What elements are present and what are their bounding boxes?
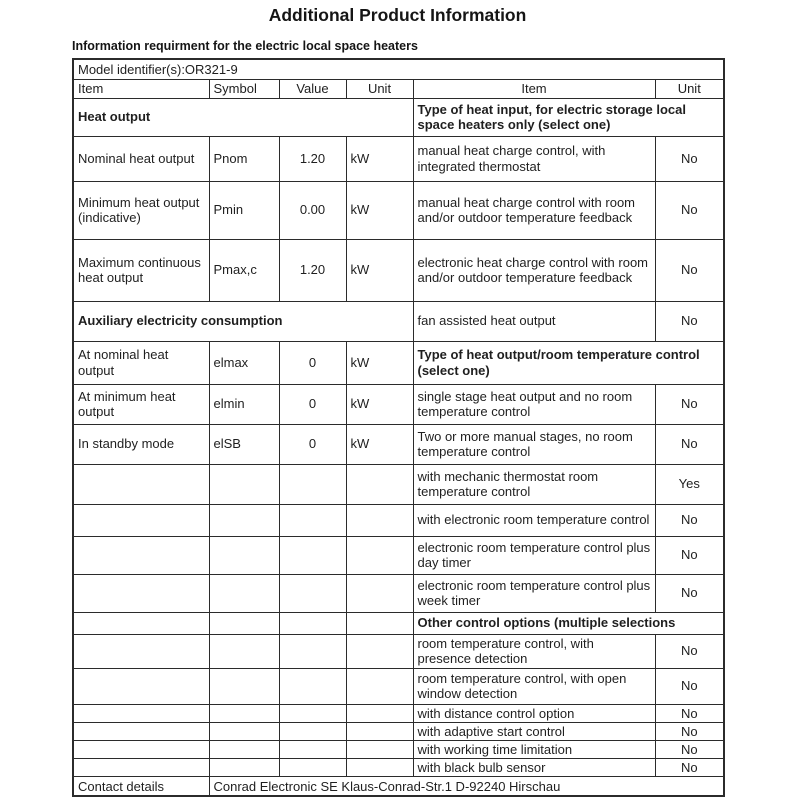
item-cell: Nominal heat output (73, 136, 209, 181)
empty-cell (346, 740, 413, 758)
control-item-cell: electronic heat charge control with room and/or outdoor temperature feedback (413, 239, 655, 301)
symbol-cell: Pnom (209, 136, 279, 181)
model-identifier-cell: Model identifier(s):OR321-9 (73, 59, 724, 79)
value-cell: 1.20 (279, 136, 346, 181)
symbol-cell: elmin (209, 384, 279, 424)
control-item-cell: with electronic room temperature control (413, 504, 655, 536)
empty-cell (73, 536, 209, 574)
answer-cell: Yes (655, 464, 724, 504)
section-row-heat-output (73, 98, 724, 136)
empty-cell (73, 574, 209, 612)
table-row (73, 722, 724, 740)
control-item-cell: with black bulb sensor (413, 758, 655, 776)
empty-cell (73, 612, 209, 634)
symbol-cell: Pmax,c (209, 239, 279, 301)
answer-cell: No (655, 384, 724, 424)
empty-cell (73, 722, 209, 740)
unit-cell: kW (346, 384, 413, 424)
item-cell: Maximum continuous heat output (73, 239, 209, 301)
control-item-cell: manual heat charge control, with integrated thermostat (413, 136, 655, 181)
page-subtitle: Information requirment for the electric local space heaters (72, 39, 418, 53)
empty-cell (279, 722, 346, 740)
value-cell: 0 (279, 341, 346, 384)
table-row (73, 181, 724, 239)
empty-cell (209, 536, 279, 574)
item-cell: At nominal heat output (73, 341, 209, 384)
table-row (73, 740, 724, 758)
answer-cell: No (655, 740, 724, 758)
empty-cell (279, 668, 346, 704)
table-row (73, 384, 724, 424)
value-cell: 0 (279, 424, 346, 464)
model-identifier-row (73, 59, 724, 79)
empty-cell (209, 504, 279, 536)
section-other-control-options: Other control options (multiple selections (413, 612, 724, 634)
empty-cell (73, 668, 209, 704)
answer-cell: No (655, 504, 724, 536)
header-symbol: Symbol (209, 79, 279, 98)
answer-cell: No (655, 634, 724, 668)
empty-cell (279, 464, 346, 504)
answer-cell: No (655, 722, 724, 740)
unit-cell: kW (346, 341, 413, 384)
header-unit-left: Unit (346, 79, 413, 98)
contact-details-value: Conrad Electronic SE Klaus-Conrad-Str.1 D-92240 Hirschau (209, 776, 724, 796)
contact-details-row (73, 776, 724, 796)
header-value: Value (279, 79, 346, 98)
empty-cell (279, 612, 346, 634)
empty-cell (346, 536, 413, 574)
table-row (73, 536, 724, 574)
table-row (73, 668, 724, 704)
table-row (73, 239, 724, 301)
table-row (73, 704, 724, 722)
control-item-cell: with mechanic thermostat room temperature control (413, 464, 655, 504)
empty-cell (73, 740, 209, 758)
empty-cell (346, 704, 413, 722)
product-info-table (72, 58, 725, 797)
answer-cell: No (655, 758, 724, 776)
control-item-cell: electronic room temperature control plus day timer (413, 536, 655, 574)
empty-cell (346, 574, 413, 612)
answer-cell: No (655, 704, 724, 722)
unit-cell: kW (346, 181, 413, 239)
empty-cell (346, 758, 413, 776)
empty-cell (209, 464, 279, 504)
answer-cell: No (655, 574, 724, 612)
document-page (72, 0, 723, 797)
value-cell: 0 (279, 384, 346, 424)
control-item-cell: fan assisted heat output (413, 301, 655, 341)
control-item-cell: electronic room temperature control plus week timer (413, 574, 655, 612)
empty-cell (279, 504, 346, 536)
symbol-cell: elmax (209, 341, 279, 384)
empty-cell (279, 634, 346, 668)
control-item-cell: room temperature control, with presence detection (413, 634, 655, 668)
table-row (73, 424, 724, 464)
section-row-other-control-options (73, 612, 724, 634)
empty-cell (279, 758, 346, 776)
contact-details-label: Contact details (73, 776, 209, 796)
section-heat-output: Heat output (73, 98, 413, 136)
header-row (73, 79, 724, 98)
control-item-cell: manual heat charge control with room and/or outdoor temperature feedback (413, 181, 655, 239)
answer-cell: No (655, 424, 724, 464)
empty-cell (346, 504, 413, 536)
item-cell: Minimum heat output (indicative) (73, 181, 209, 239)
table-row (73, 504, 724, 536)
table-row (73, 341, 724, 384)
empty-cell (279, 740, 346, 758)
answer-cell: No (655, 181, 724, 239)
value-cell: 1.20 (279, 239, 346, 301)
control-item-cell: with working time limitation (413, 740, 655, 758)
answer-cell: No (655, 668, 724, 704)
table-row (73, 634, 724, 668)
section-row-aux-consumption (73, 301, 724, 341)
answer-cell: No (655, 301, 724, 341)
symbol-cell: elSB (209, 424, 279, 464)
empty-cell (279, 536, 346, 574)
empty-cell (209, 612, 279, 634)
empty-cell (279, 704, 346, 722)
empty-cell (73, 704, 209, 722)
table-row (73, 574, 724, 612)
header-item-left: Item (73, 79, 209, 98)
control-item-cell: room temperature control, with open window detection (413, 668, 655, 704)
empty-cell (73, 634, 209, 668)
empty-cell (346, 668, 413, 704)
empty-cell (209, 634, 279, 668)
empty-cell (209, 740, 279, 758)
control-item-cell: with distance control option (413, 704, 655, 722)
value-cell: 0.00 (279, 181, 346, 239)
answer-cell: No (655, 136, 724, 181)
header-unit-right: Unit (655, 79, 724, 98)
answer-cell: No (655, 536, 724, 574)
answer-cell: No (655, 239, 724, 301)
empty-cell (209, 574, 279, 612)
empty-cell (279, 574, 346, 612)
empty-cell (73, 504, 209, 536)
table-row (73, 136, 724, 181)
empty-cell (346, 464, 413, 504)
empty-cell (346, 722, 413, 740)
unit-cell: kW (346, 136, 413, 181)
empty-cell (209, 668, 279, 704)
empty-cell (209, 704, 279, 722)
section-heat-input-type: Type of heat input, for electric storage local space heaters only (select one) (413, 98, 724, 136)
empty-cell (209, 758, 279, 776)
empty-cell (73, 464, 209, 504)
section-aux-consumption: Auxiliary electricity consumption (73, 301, 413, 341)
empty-cell (73, 758, 209, 776)
control-item-cell: single stage heat output and no room temperature control (413, 384, 655, 424)
empty-cell (346, 634, 413, 668)
empty-cell (209, 722, 279, 740)
unit-cell: kW (346, 239, 413, 301)
header-item-right: Item (413, 79, 655, 98)
item-cell: In standby mode (73, 424, 209, 464)
control-item-cell: Two or more manual stages, no room temperature control (413, 424, 655, 464)
table-row (73, 464, 724, 504)
item-cell: At minimum heat output (73, 384, 209, 424)
empty-cell (346, 612, 413, 634)
control-item-cell: with adaptive start control (413, 722, 655, 740)
table-row (73, 758, 724, 776)
page-title: Additional Product Information (268, 5, 527, 25)
unit-cell: kW (346, 424, 413, 464)
section-heat-output-control-type: Type of heat output/room temperature control (select one) (413, 341, 724, 384)
symbol-cell: Pmin (209, 181, 279, 239)
